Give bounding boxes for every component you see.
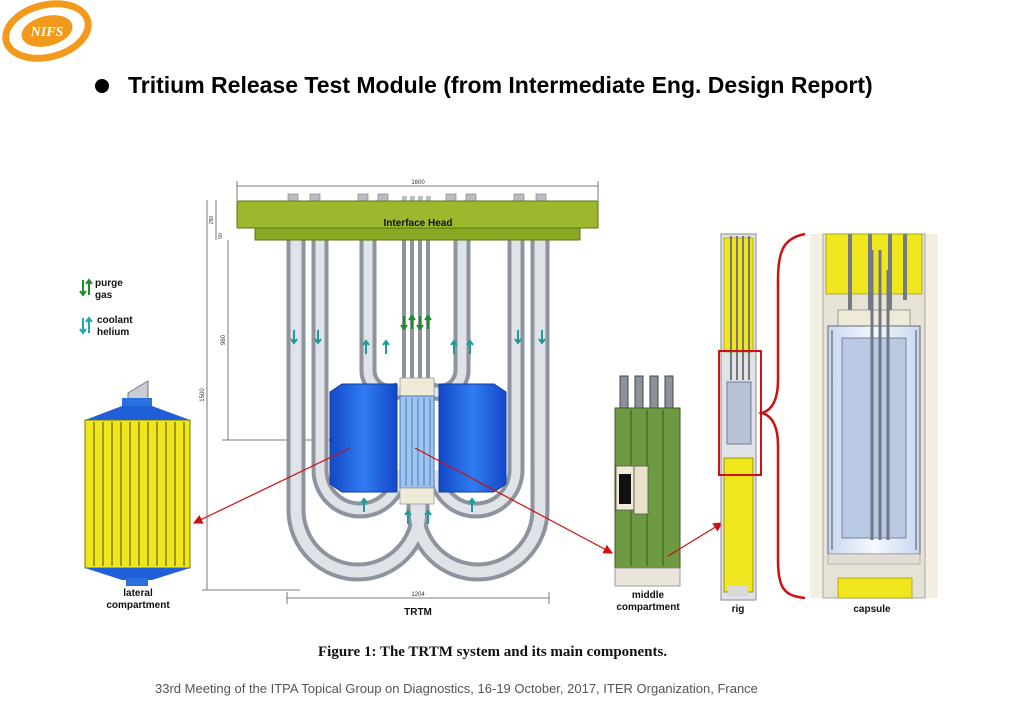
label-interface-head: Interface Head <box>383 218 453 229</box>
legend-purge-line2: gas <box>95 290 113 301</box>
label-middle-line1: middle <box>631 590 665 601</box>
dim-left-small-b: 50 <box>218 233 224 239</box>
label-middle-line2: compartment <box>616 602 680 613</box>
label-lateral-line1: lateral <box>123 588 153 599</box>
capsule-brace <box>762 234 805 598</box>
dim-left-outer: 1500 <box>200 388 206 402</box>
lateral-compartment <box>85 381 190 586</box>
figure-caption: Figure 1: The TRTM system and its main components. <box>318 644 668 660</box>
dim-bottom: 1204 <box>411 592 425 598</box>
coolant-helium-arrow-icon <box>80 318 92 333</box>
label-trtm: TRTM <box>404 607 432 618</box>
slide-footer: 33rd Meeting of the ITPA Topical Group on Diagnostics, 16-19 October, 2017, ITER Organization, France <box>155 681 758 696</box>
rig <box>719 234 761 600</box>
label-capsule: capsule <box>853 604 891 615</box>
label-rig: rig <box>731 604 745 615</box>
dim-top: 1600 <box>411 180 425 186</box>
capsule <box>810 234 938 598</box>
dim-left-small-a: 250 <box>209 215 215 225</box>
label-lateral-line2: compartment <box>106 600 170 611</box>
legend-purge-line1: purge <box>95 278 123 289</box>
logo-text: NIFS <box>30 25 64 40</box>
legend-coolant-line1: coolant <box>97 315 133 326</box>
slide-title: Tritium Release Test Module (from Intermediate Eng. Design Report) <box>128 72 873 98</box>
interface-head <box>237 194 598 240</box>
purge-gas-arrow-icon <box>80 280 92 295</box>
dim-left-inner: 960 <box>221 334 227 346</box>
legend-coolant-line2: helium <box>97 327 130 338</box>
trtm-assembly <box>200 180 598 604</box>
legend <box>80 278 133 338</box>
